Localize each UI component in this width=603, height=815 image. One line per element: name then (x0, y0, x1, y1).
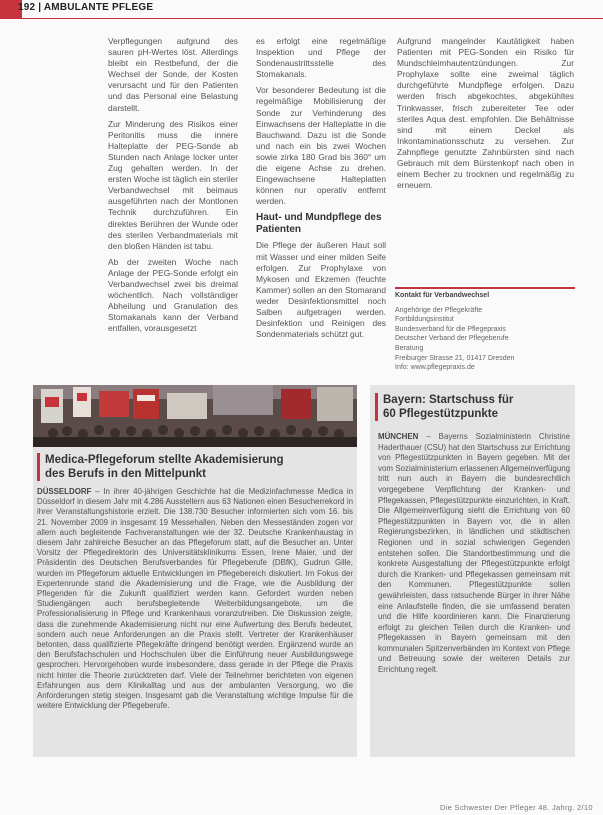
section-heading: Haut- und Mundpflege des Patienten (256, 212, 382, 236)
info-line: Fortbildungsinstitut (395, 316, 454, 324)
news-box-bayern (370, 385, 575, 757)
header-rule (0, 18, 603, 19)
side-article-headline (375, 393, 513, 421)
text-column-1 (108, 36, 238, 339)
info-line: Info: www.pflegepraxis.de (395, 364, 475, 372)
exhibition-photo-illustration (33, 385, 357, 447)
headline-line: 60 Pflegestützpunkte (383, 408, 499, 420)
section-title: AMBULANTE PFLEGE (43, 2, 154, 13)
text-column-3 (397, 36, 574, 196)
headline-line: Medica-Pflegeforum stellte Akademisierung (45, 454, 284, 466)
side-article-body (378, 432, 570, 676)
article-headline (37, 453, 284, 481)
text-column-2 (256, 36, 386, 345)
article-body (37, 487, 353, 711)
page-number: 192 (18, 2, 36, 13)
paragraph: es erfolgt eine regelmäßige Inspektion und Pflege der Sondenaustrittsstelle des Stomakanals. (256, 36, 386, 80)
info-line: Angehörige der Pflegekräfte (395, 306, 483, 314)
news-box-medica (33, 385, 357, 757)
paragraph: Aufgrund mangelnder Kautätigkeit haben Patienten mit PEG-Sonden ein Risiko für Mundschleimhautentzündungen. Zur Prophylaxe sollte eine zweimal täglich durchgeführte Mundpflege erfolgen. Dazu werden frisch abgekochtes, abgekühltes Trinkwasser, frisch zubereiteter Tee oder steriles Aqua dest. empfohlen. Die Behältnisse sind mit einem Deckel als Inkontaminationsschutz zu versehen. Zur Zahnpflege genutzte Zahnbürsten sind nach Gebrauch mit dem Bürstenkopf nach oben in einem Becher zu trocknen und regelmäßig zu erneuern. (397, 36, 574, 191)
headline-line: Bayern: Startschuss für (383, 394, 514, 406)
header-separator: | (38, 2, 44, 13)
paragraph: Verpflegungen aufgrund des sauren pH-Wertes löst. Allerdings bleibt ein Restbefund, der die Wechsel der Sonde, der Kosten verursacht und für den Patienten und das Personal eine Belastung darstellt. (108, 36, 238, 113)
info-box (395, 287, 575, 373)
paragraph: Die Pflege der äußeren Haut soll mit Wasser und einer milden Seife erfolgen. Zur Prophylaxe von Mykosen und Ekzemen (feuchte Kammer) sollen an den Stomarand weder Desinfektionsmittel noch Salben aufgetragen werden. Desinfektion und Reinigen des Sondenmaterials schützt gut. (256, 240, 386, 340)
article-text: – In ihrer 40-jährigen Geschichte hat die Medizinfachmesse Medica in Düsseldorf in diesem Jahr mit 4.286 Ausstellern aus 63 Nationen einen Besucherrekord in ihrer Veranstaltungshistorie erzielt. Die 138.730 Besucher informierten sich vom 16. bis 21. November 2009 in insgesamt 19 Messehallen. Neben den Messeständen zogen vor allem auch begleitende Fachveranstaltungen wie der 32. Deutsche Krankenhaustag in diesem Jahr zahlreiche Besucher an das Pflegeforum statt, auf die Besucher an. Unter Vorsitz der Pflegedirektorin des Universitätsklinikums Essen, Irene Maier, und der Präsidentin des Deutschen Berufsverbandes für Pflegeberufe (DBfK), Gudrun Gille, wurden im Pflegeforum aktuelle Entwicklungen im Pflegebereich diskutiert. Im Fokus der Expertenrunde stand die Akademisierung und die Frage, wie die Ausbildung der Pflegenden für die Zukunft qualifiziert werden kann. Gefordert wurden neben Studiengängen auch berufsbegleitende Weiterbildungsangebote, um die Professionalisierung in Pflege und Krankenhaus voranzutreiben. Die Diskussion zeigte, dass die zunehmende Akademisierung nicht nur eine Aufwertung des Berufs bedeutet, sondern auch neue Anforderungen an die Praxis stellt. Vertreter der Krankenhäuser betonten, dass qualifizierte Pflegekräfte dringend benötigt werden. Ergänzend wurde an den Berufsfachschulen und Hochschulen über die Einführung neuer Ausbildungswege gesprochen. Hervorgehoben wurde insbesondere, dass gerade in der Pflege die Praxis nicht hinter die Theorie zurücktreten darf. Viele der Teilnehmer berichteten von eigenen Erfahrungen aus dem Klinikalltag und aus der ambulanten Versorgung, wo die Anforderungen stetig steigen. Insgesamt gab die Veranstaltung wichtige Impulse für die weitere Entwicklung der Pflegeberufe. (37, 487, 353, 711)
article-text: – Bayerns Sozialministerin Christine Haderthauer (CSU) hat den Startschuss zur Errichtung von Pflegestützpunkten in Bayern gegeben. Mit der vom Sozialministerium erlassenen Allgemeinverfügung tritt nun auch in Bayern die bundesrechtlich vorgegebene Verpflichtung der Kranken- und Pflegekassen, Pflegestützpunkte einzurichten, in Kraft. Die Allgemeinverfügung sieht die Errichtung von 60 Pflegestützpunkten in Bayern vor, die in allen Regierungsbezirken, in ländlichen und städtischen Regionen und in sozial schwierigen Gegenden entstehen sollen. Die Standortbestimmung und die konkrete Ausgestaltung der Pflegestützpunkte erfolgt durch die Kranken- und Pflegekassen gemeinsam mit den Kommunen. Pflegestützpunkte sollen gewährleisten, dass ratsuchende Bürger in ihrer Nähe eine Anlaufstelle finden, die sie umfassend beraten und die Hilfe koordinieren kann. Die Finanzierung erfolgt zu gleichen Teilen durch die Kranken- und Pflegekassen in Bayern gemeinsam mit den kommunalen Spitzenverbänden im Kontext von Pflege und Betreuung sowie der weiteren Details zur Errichtung regelt. (378, 432, 570, 675)
page-header (0, 0, 603, 18)
paragraph: Zur Minderung des Risikos einer Peritonitis muss die innere Halteplatte der PEG-Sonde ab Stunden nach Anlage locker unter Zug gehalten werden. In der ersten Woche ist täglich ein steriler Verbandwechsel mit beimaus ausgeführten nach der Montlonen Technik durchzuführen. Ein direktes Berühren der Wunde oder des sterilen Verbandmaterials mit den bloßen Händen ist tabu. (108, 118, 238, 251)
info-line: Deutscher Verband der Pflegeberufe (395, 335, 509, 343)
info-line: Bundesverband für die Pflegepraxis (395, 325, 506, 333)
info-line: Freiburger Strasse 21, 01417 Dresden (395, 354, 515, 362)
headline-line: des Berufs in den Mittelpunkt (45, 468, 207, 480)
paragraph: Vor besonderer Bedeutung ist die regelmäßige Mobilisierung der Sonde zur Verhinderung des Einwachsens der Halteplatte in die Bauchwand. Dazu ist die Sonde und nach ein bis zwei Wochen sowie zirka 180 Grad bis 360° um die eigene Achse zu drehen. Eingewachsene Halteplatten können nur operativ entfernt werden. (256, 85, 386, 207)
dateline: MÜNCHEN (378, 432, 419, 441)
paragraph: Ab der zweiten Woche nach Anlage der PEG-Sonde erfolgt ein Verbandwechsel zwei bis dreimal wöchentlich. Nach vollständiger Abheilung und Granulation des Stomakanals kann der Verband entfallen, vorausgesetzt (108, 256, 238, 334)
exhibition-hall-photo (33, 385, 357, 447)
info-box-title: Kontakt für Verbandwechsel (395, 292, 490, 299)
dateline: DÜSSELDORF (37, 487, 92, 496)
article-paragraph (37, 487, 353, 711)
header-text (18, 2, 153, 13)
page-footer: Die Schwester Der Pfleger 48. Jahrg. 2/10 (440, 803, 593, 812)
info-line: Beratung (395, 344, 424, 352)
